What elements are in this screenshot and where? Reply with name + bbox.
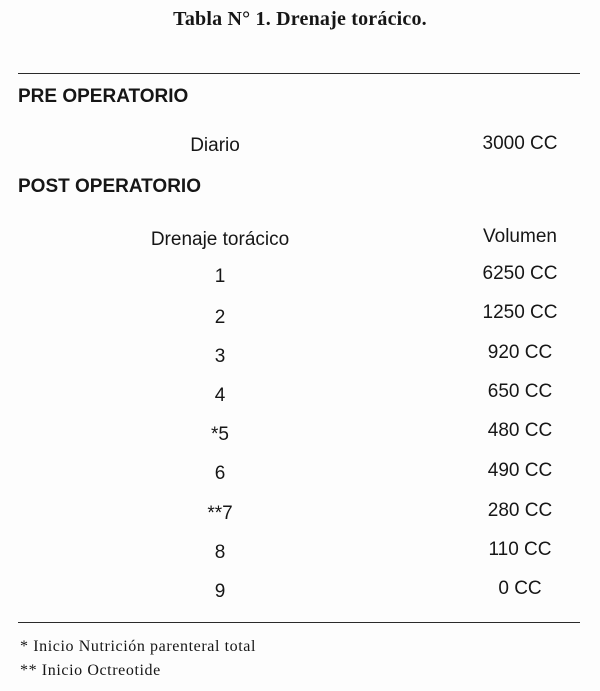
drain-number: **7: [207, 503, 233, 524]
table-title: Tabla N° 1. Drenaje torácico.: [173, 8, 427, 30]
drain-number: 6: [214, 463, 226, 484]
drain-number: 8: [214, 542, 226, 563]
drain-volume: 480 CC: [487, 420, 553, 441]
drain-number: 2: [214, 307, 226, 328]
drain-volume: 490 CC: [487, 460, 553, 481]
drain-volume: 6250 CC: [482, 263, 558, 284]
drain-number: 9: [214, 581, 226, 602]
post-operatorio-heading: POST OPERATORIO: [18, 176, 201, 197]
pre-label-diario: Diario: [190, 135, 240, 156]
drain-number: *5: [211, 424, 229, 445]
drain-volume: 650 CC: [487, 381, 553, 402]
drain-volume: 0 CC: [498, 578, 542, 599]
drain-volume: 110 CC: [488, 539, 552, 560]
pre-value-diario: 3000 CC: [482, 133, 558, 154]
drain-volume: 280 CC: [487, 500, 553, 521]
column-header-volumen: Volumen: [483, 226, 557, 247]
drain-number: 1: [214, 266, 226, 287]
top-rule: [18, 73, 580, 74]
drain-volume: 920 CC: [487, 342, 553, 363]
drain-number: 4: [214, 385, 226, 406]
drain-volume: 1250 CC: [482, 302, 558, 323]
pre-operatorio-heading: PRE OPERATORIO: [18, 86, 189, 107]
bottom-rule: [18, 622, 580, 623]
column-header-drenaje: Drenaje torácico: [150, 229, 290, 250]
drain-number: 3: [214, 346, 226, 367]
footnote-octreotide: ** Inicio Octreotide: [20, 662, 161, 679]
footnote-npt: * Inicio Nutrición parenteral total: [20, 638, 257, 655]
